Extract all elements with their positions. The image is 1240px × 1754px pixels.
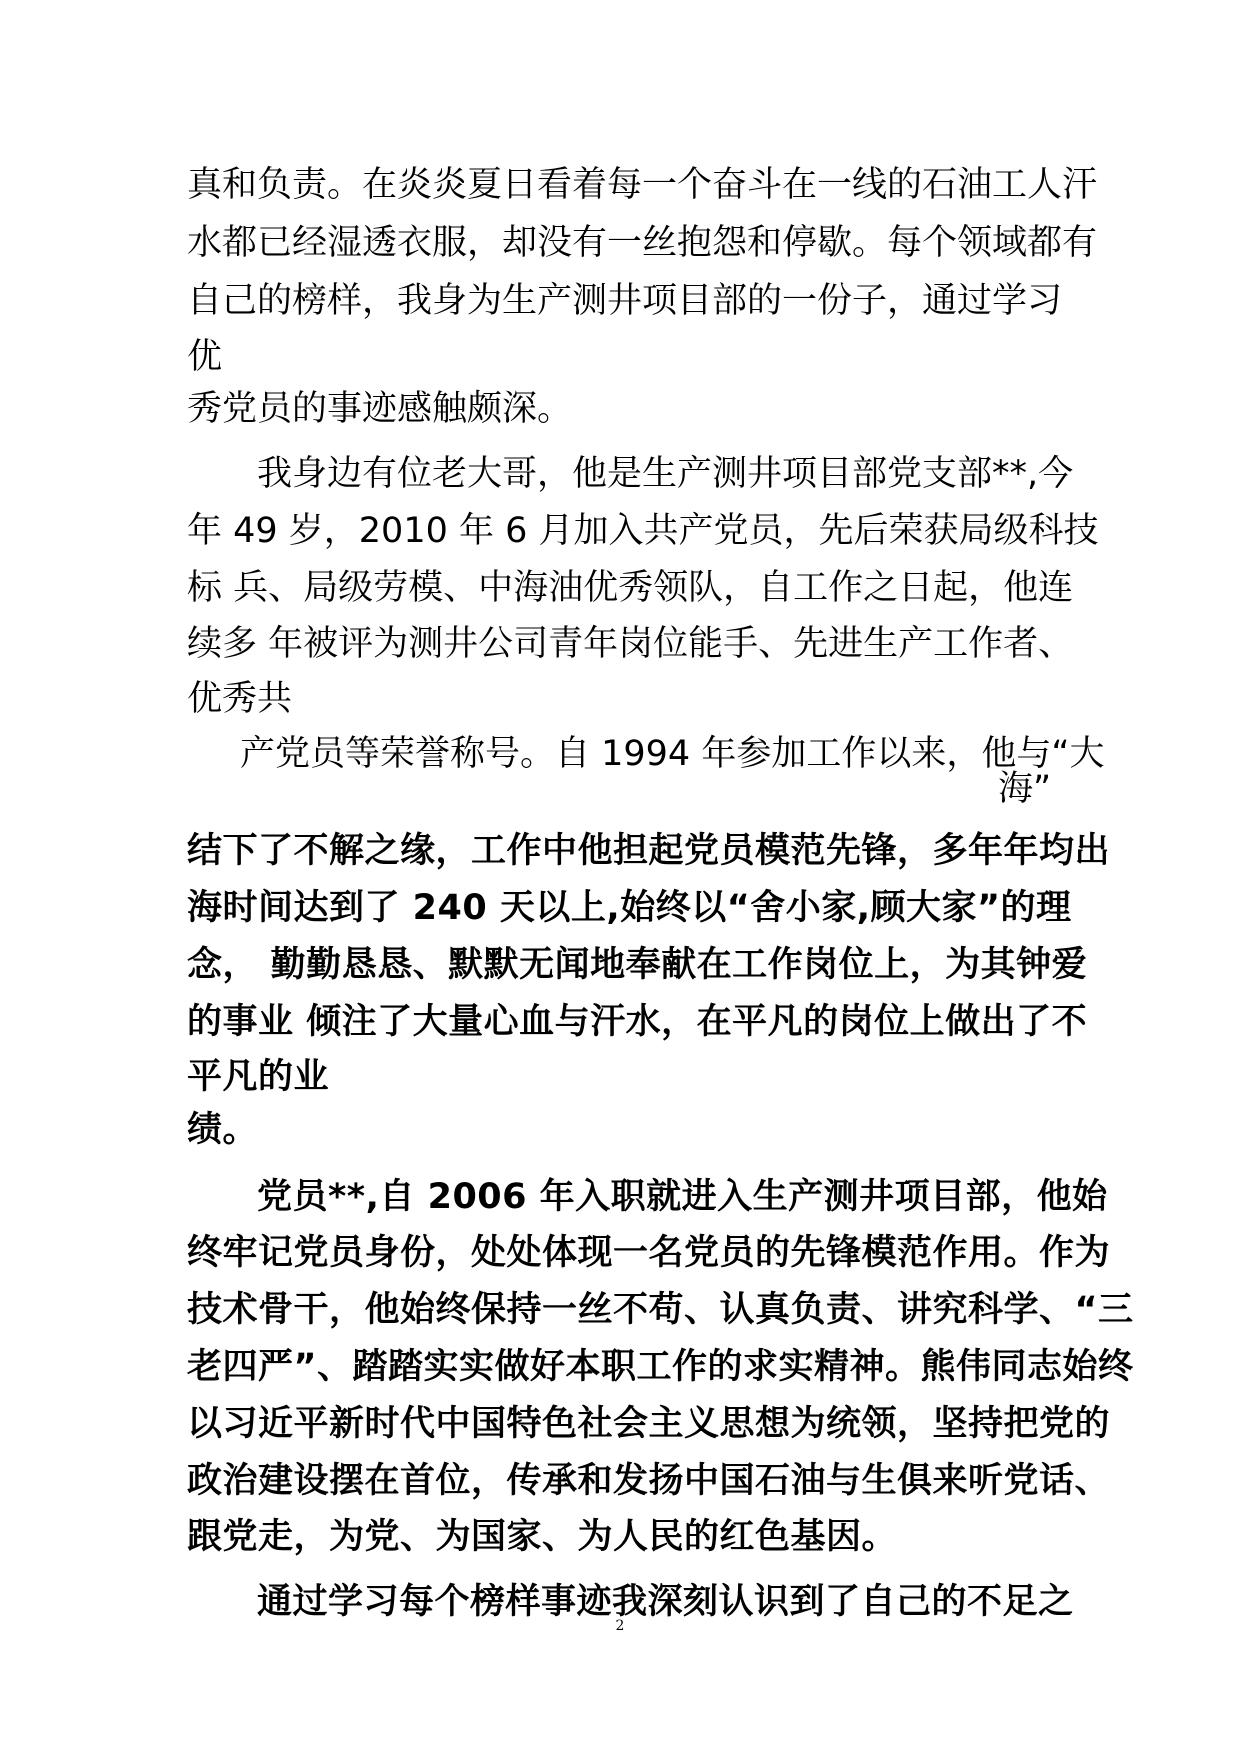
text-line: 优秀共 bbox=[187, 679, 293, 719]
text-line: 秀党员的事迹感触颇深。 bbox=[187, 389, 573, 429]
text-line: 标 兵、局级劳模、中海油优秀领队，自工作之日起，他连 bbox=[187, 568, 1074, 608]
text-line: 优 bbox=[187, 337, 223, 377]
text-line: 政治建设摆在首位，传承和发扬中国石油与生俱来听党话、 bbox=[187, 1461, 1111, 1501]
text-line: 的事业 倾注了大量心血与汗水，在平凡的岗位上做出了不 bbox=[187, 1002, 1088, 1042]
page-number: 2 bbox=[615, 1618, 625, 1634]
text-line: 我身边有位老大哥，他是生产测井项目部党支部**,今 bbox=[257, 454, 1074, 494]
text-line: 绩。 bbox=[187, 1110, 259, 1150]
text-line: 产党员等荣誉称号。自 1994 年参加工作以来，他与“大 bbox=[240, 734, 1105, 774]
text-line: 真和负责。在炎炎夏日看着每一个奋斗在一线的石油工人汗 bbox=[187, 165, 1098, 205]
text-line: 跟党走，为党、为国家、为人民的红色基因。 bbox=[187, 1517, 898, 1557]
text-line: 水都已经湿透衣服，却没有一丝抱怨和停歇。每个领域都有 bbox=[187, 223, 1098, 263]
text-line: 平凡的业 bbox=[187, 1057, 330, 1097]
text-line: 以习近平新时代中国特色社会主义思想为统领，坚持把党的 bbox=[187, 1404, 1111, 1444]
text-line: 老四严”、踏踏实实做好本职工作的求实精神。熊伟同志始终 bbox=[187, 1347, 1134, 1387]
text-line: 党员**,自 2006 年入职就进入生产测井项目部，他始 bbox=[257, 1177, 1108, 1217]
text-line: 念， 勤勤恳恳、默默无闻地奉献在工作岗位上，为其钟爱 bbox=[187, 945, 1088, 985]
text-line: 结下了不解之缘，工作中他担起党员模范先锋，多年年均出 bbox=[187, 831, 1111, 871]
text-line: 续多 年被评为测井公司青年岗位能手、先进生产工作者、 bbox=[187, 624, 1074, 664]
text-line: 通过学习每个榜样事迹我深刻认识到了自己的不足之 bbox=[257, 1582, 1074, 1622]
text-line: 海时间达到了 240 天以上,始终以“舍小家,顾大家”的理 bbox=[187, 888, 1072, 928]
text-line: 技术骨干，他始终保持一丝不苟、认真负责、讲究科学、“三 bbox=[187, 1290, 1134, 1330]
text-line: 海” bbox=[998, 769, 1052, 809]
text-line: 自己的榜样，我身为生产测井项目部的一份子，通过学习 bbox=[187, 281, 1063, 321]
text-line: 终牢记党员身份，处处体现一名党员的先锋模范作用。作为 bbox=[187, 1233, 1111, 1273]
text-line: 年 49 岁，2010 年 6 月加入共产党员，先后荣获局级科技 bbox=[187, 511, 1099, 551]
